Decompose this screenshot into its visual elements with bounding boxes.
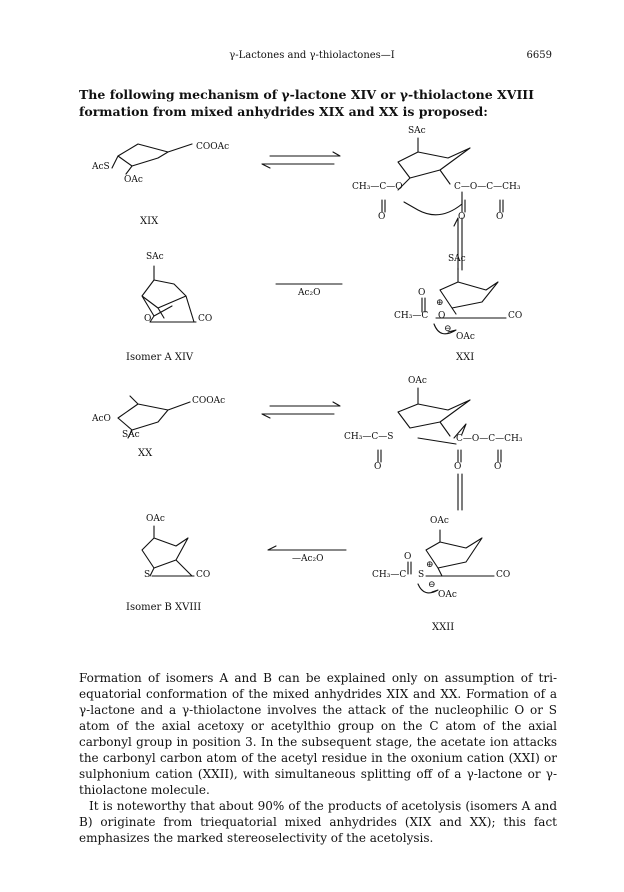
xxii-co: CO — [496, 570, 511, 580]
xx-aco: AcO — [92, 414, 111, 424]
mid-right-anhydride: C—O—C—CH₃ — [456, 434, 523, 444]
xiv-sac: SAc — [146, 252, 164, 262]
reaction-scheme — [0, 118, 624, 643]
mid-ch3: CH₃—C—S — [344, 432, 394, 442]
xxii-s-ring: S — [418, 570, 425, 580]
top-o3: O — [496, 212, 504, 222]
xiv-co: CO — [198, 314, 213, 324]
running-title: γ-Lactones and γ-thiolactones—I — [229, 50, 395, 61]
xxi-sac: SAc — [448, 254, 466, 264]
reaction-arrow-2 — [268, 546, 346, 550]
xviii-s: S — [144, 570, 151, 580]
top-ch3: CH₃—C—O — [352, 182, 403, 192]
xx-cooac: COOAc — [192, 396, 226, 406]
xxii-minus: ⊖ — [428, 580, 436, 590]
xviii-oac: OAc — [146, 514, 165, 524]
xix-cooac: COOAc — [196, 142, 230, 152]
xxi-co: CO — [508, 311, 523, 321]
xxii-plus: ⊕ — [426, 560, 434, 570]
xxii-oac: OAc — [430, 516, 449, 526]
xix-label: XIX — [140, 216, 159, 227]
xiv-o: O — [144, 314, 152, 324]
mid-o3: O — [494, 462, 502, 472]
mid-o1: O — [374, 462, 382, 472]
running-header — [0, 50, 624, 66]
equilibrium-arrows-vertical-2 — [458, 474, 462, 510]
equilibrium-arrows-2 — [262, 402, 340, 418]
xxi-structure — [422, 268, 506, 334]
xxi-ch3: CH₃—C — [394, 311, 429, 321]
xxii-oac2: OAc — [438, 590, 457, 600]
xxi-o-ring: O — [438, 311, 446, 321]
xxi-o-top: O — [418, 288, 426, 298]
paragraph-2: It is noteworthy that about 90% of the products of acetolysis (isomers A and B) originate from triequatorial mixed anhydrides (XIX and XX); this fact emphasizes the marked stereoselectivity of the acetolysis. — [79, 799, 557, 845]
xxii-structure — [408, 530, 494, 593]
mixed-anhydride-thio-axial — [378, 388, 501, 462]
xviii-co: CO — [196, 570, 211, 580]
reagent-ac2o: Ac₂O — [298, 288, 321, 298]
paragraph-1: Formation of isomers A and B can be explained only on assumption of tri-equatorial conformation of the mixed anhydrides XIX and XX. Formation of a γ-lactone and a γ-thiolactone involves the attack of the nucleophilic O or S atom of the axial acetoxy or acetylthio group on the C atom of the axial carbonyl group in position 3. In the subsequent stage, the acetate ion attacks the carbonyl carbon atom of the acetyl residue in the oxonium cation (XXI) or sulphonium cation (XXII), with simultaneous splitting off of a γ-lactone or γ-thiolactone molecule. — [79, 671, 557, 797]
xix-acs: AcS — [92, 162, 110, 172]
reagent-minus-ac2o: —Ac₂O — [292, 554, 324, 564]
mid-oac: OAc — [408, 376, 427, 386]
xxi-label: XXI — [456, 352, 475, 363]
top-o2: O — [458, 212, 466, 222]
top-sac: SAc — [408, 126, 426, 136]
xiv-label: Isomer A XIV — [126, 352, 194, 363]
xx-sac: SAc — [122, 430, 140, 440]
body-text — [79, 670, 557, 846]
xviii-label: Isomer B XVIII — [126, 602, 202, 613]
equilibrium-arrows-1 — [262, 152, 340, 168]
xix-oac: OAc — [124, 175, 143, 185]
xx-label: XX — [138, 448, 153, 459]
top-right-anhydride: C—O—C—CH₃ — [454, 182, 521, 192]
scheme-drawing — [0, 118, 624, 643]
xxii-label: XXII — [432, 622, 455, 633]
top-o1: O — [378, 212, 386, 222]
xxi-plus: ⊕ — [436, 298, 444, 308]
xxii-o-top: O — [404, 552, 412, 562]
mixed-anhydride-axial — [382, 138, 503, 215]
xix-structure — [112, 144, 192, 174]
xviii-structure — [142, 526, 194, 576]
intro-text: The following mechanism of γ-lactone XIV or γ-thiolactone XVIII formation from mixed anhydrides XIX and XX is proposed: — [79, 87, 534, 119]
page-number: 6659 — [526, 50, 552, 61]
xxii-ch3: CH₃—C — [372, 570, 407, 580]
xxi-minus: ⊖ — [444, 324, 452, 334]
xxi-oac: OAc — [456, 332, 475, 342]
mid-o2: O — [454, 462, 462, 472]
